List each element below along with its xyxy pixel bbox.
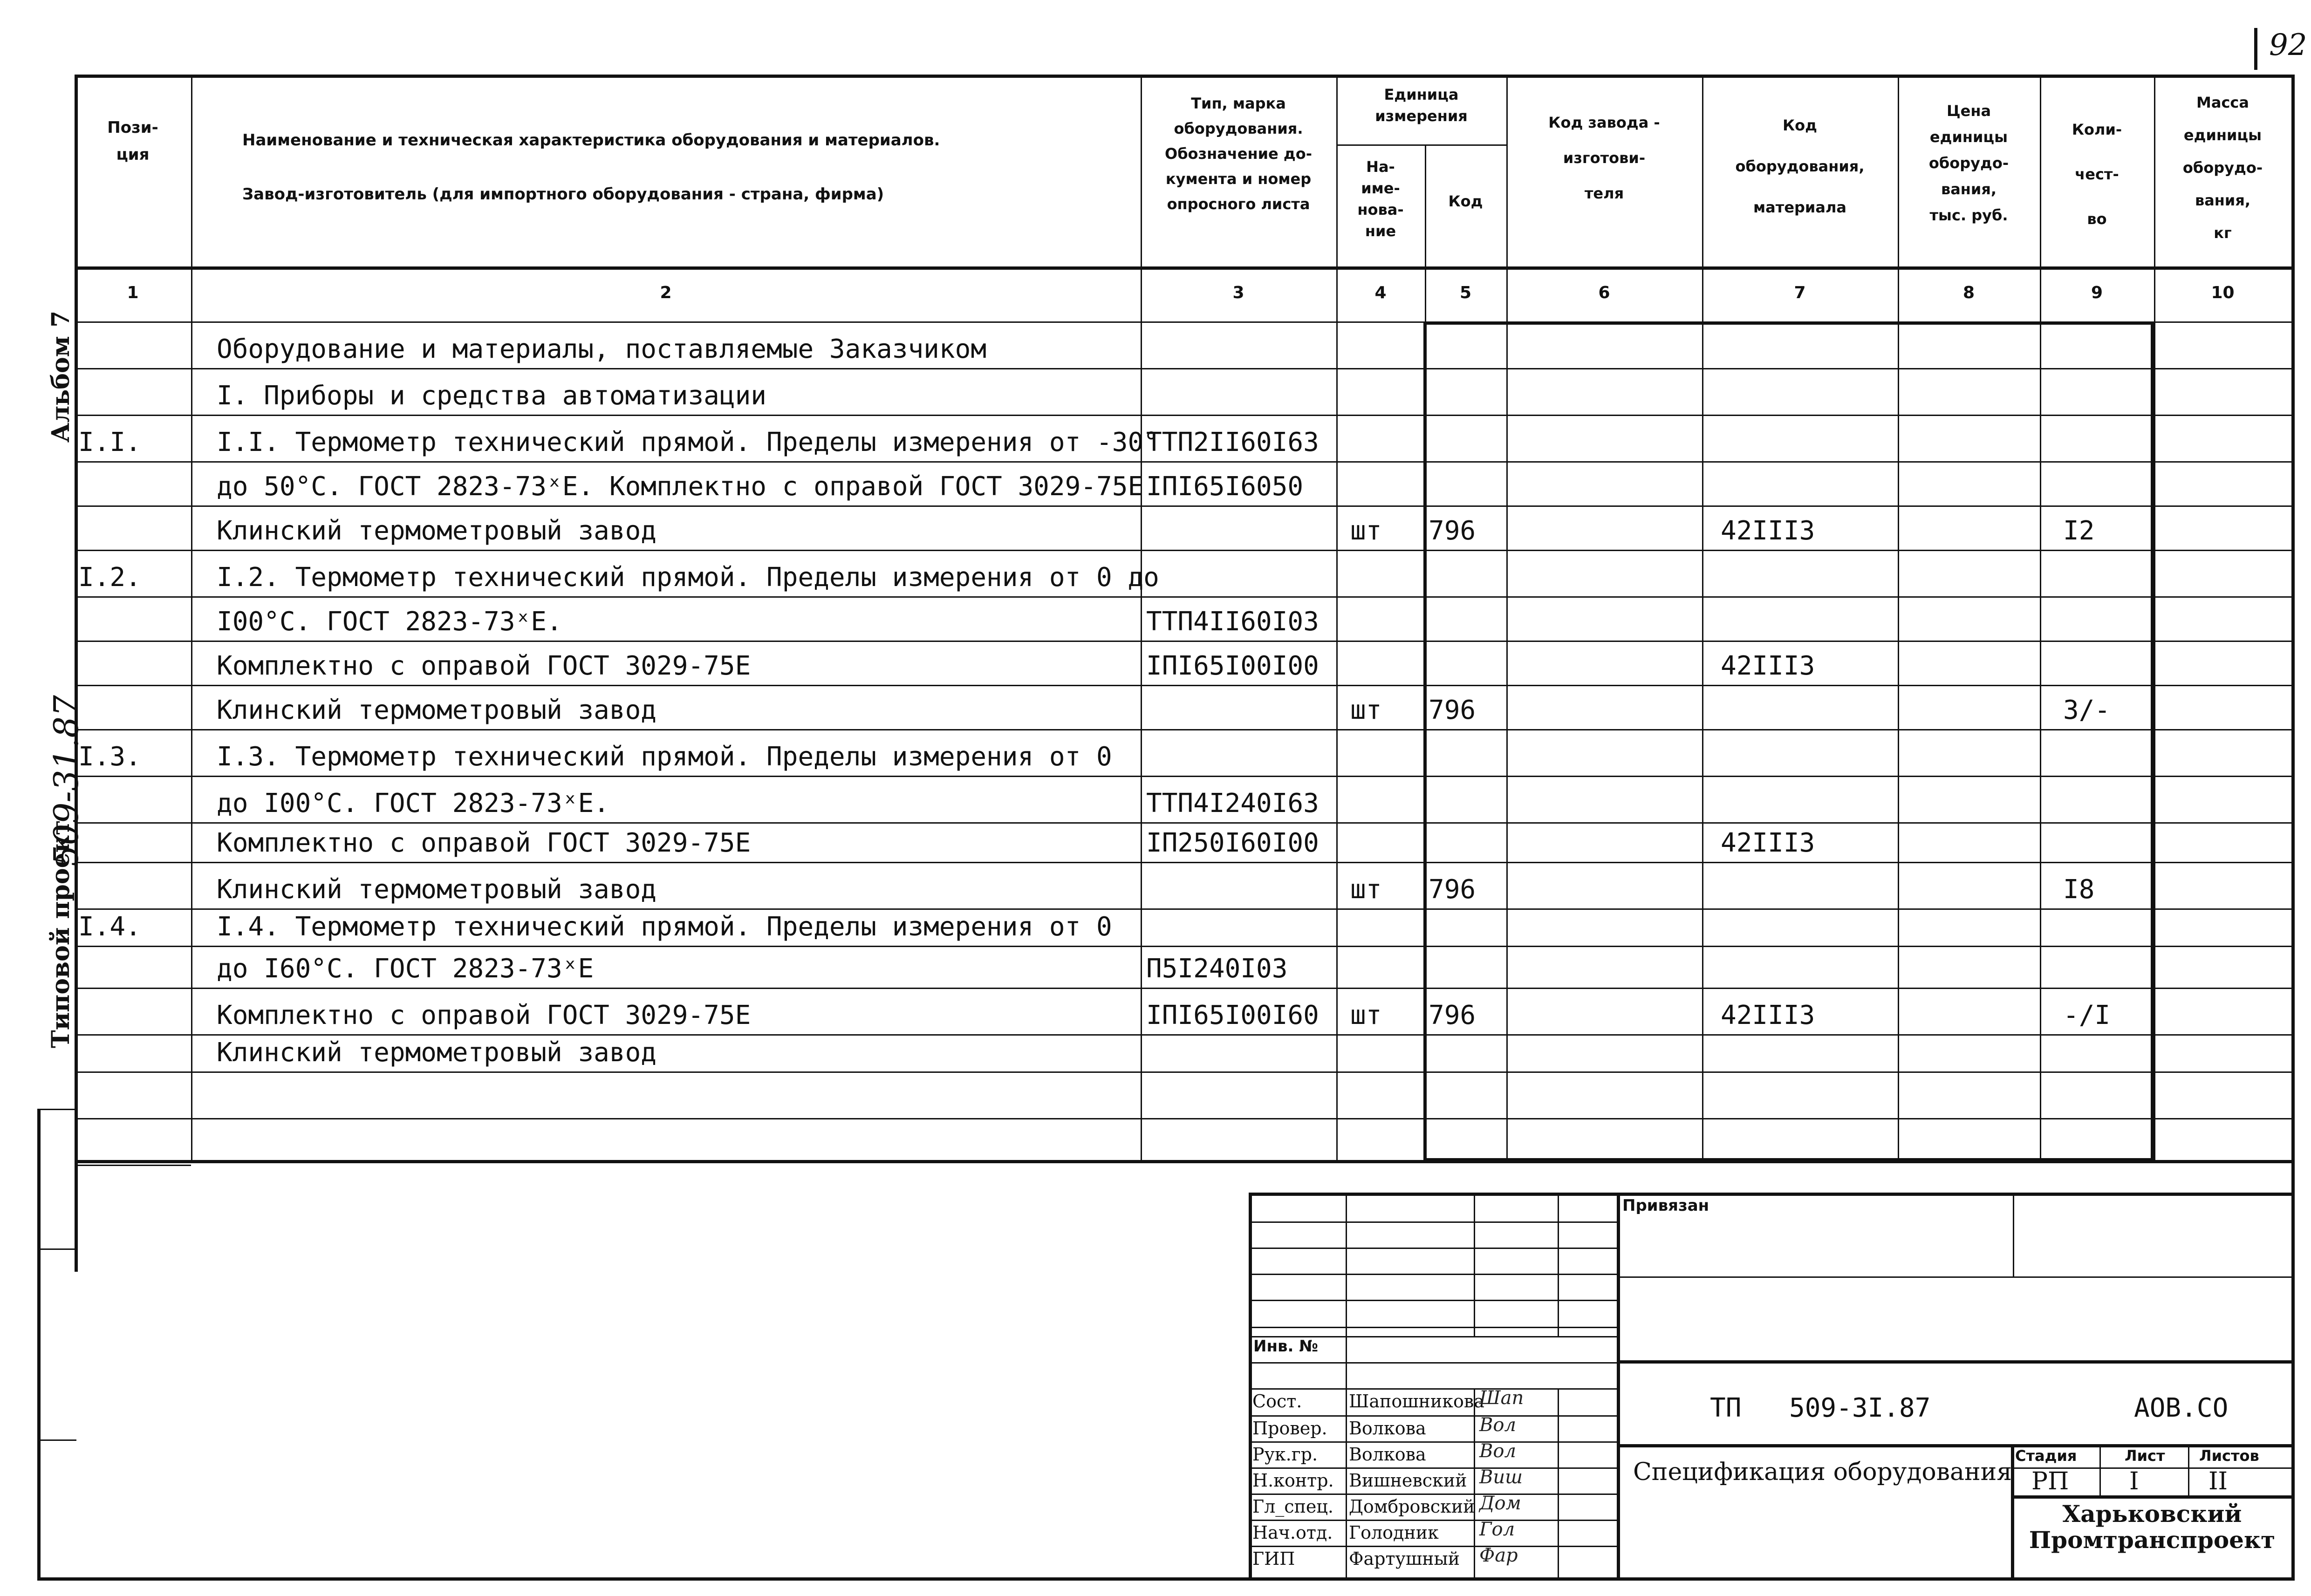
col7-header: Код оборудования, материала xyxy=(1735,116,1865,216)
margin-strip-left xyxy=(37,1109,41,1579)
sheets-label: Листов xyxy=(2199,1447,2259,1465)
signatory-name: Вишневский xyxy=(1349,1470,1467,1491)
stage-label: Стадия xyxy=(2015,1447,2077,1465)
signatory-name: Голодник xyxy=(1349,1522,1439,1543)
col-num-2: 2 xyxy=(660,283,672,302)
signature: Гол xyxy=(1479,1519,1515,1540)
col-num-7: 7 xyxy=(1794,283,1806,302)
column-line xyxy=(1506,75,1508,1160)
signatory-role: Провер. xyxy=(1252,1418,1327,1439)
col-num-10: 10 xyxy=(2211,283,2235,302)
signatory-role: Рук.гр. xyxy=(1252,1444,1318,1465)
cell-unit: шт xyxy=(1350,874,1382,905)
cell-code: 796 xyxy=(1429,874,1476,905)
cell-name: I.2. Термометр технический прямой. Пределы измерения от 0 до xyxy=(217,562,1159,593)
column-line xyxy=(191,75,192,1160)
doc-mark: АОВ.СО xyxy=(2134,1393,2229,1423)
cell-unit: шт xyxy=(1350,516,1382,546)
signature: Вол xyxy=(1479,1440,1516,1462)
frame-left xyxy=(75,75,78,1272)
col2-header: Наименование и техническая характеристика оборудования и материалов. Завод-изготовитель (для импортного оборудования - страна, фирма) xyxy=(242,131,940,204)
cell-equip: 42III3 xyxy=(1721,651,1815,681)
cell-name: до I60°С. ГОСТ 2823-73ˣЕ xyxy=(217,954,594,984)
signature: Виш xyxy=(1479,1466,1523,1488)
signatory-name: Шапошникова xyxy=(1349,1391,1484,1412)
signatory-role: Нач.отд. xyxy=(1252,1522,1333,1543)
cell-type: IПI65I00I60 xyxy=(1146,1000,1319,1030)
signatory-role: Сост. xyxy=(1252,1391,1302,1412)
cell-name: Клинский термометровый завод xyxy=(217,1037,657,1068)
cell-name: Клинский термометровый завод xyxy=(217,695,657,725)
cell-qty: I8 xyxy=(2063,874,2095,905)
project-number: 509-31.87 xyxy=(47,695,86,866)
cell-name: I.3. Термометр технический прямой. Пределы измерения от 0 xyxy=(217,742,1112,772)
cell-name: Комплектно с оправой ГОСТ 3029-75Е xyxy=(217,651,751,681)
cell-qty: I2 xyxy=(2063,516,2095,546)
cell-code: 796 xyxy=(1429,695,1476,725)
cell-equip: 42III3 xyxy=(1721,1000,1815,1030)
inv-label: Инв. № xyxy=(1253,1337,1319,1356)
cell-name: Комплектно с оправой ГОСТ 3029-75Е xyxy=(217,1000,751,1030)
cell-type: IПI65I00I00 xyxy=(1146,651,1319,681)
col-num-6: 6 xyxy=(1598,283,1610,302)
cell-code: 796 xyxy=(1429,1000,1476,1030)
col8-header: Цена единицы оборудо- вания, тыс. руб. xyxy=(1928,102,2009,224)
doc-title: Спецификация оборудования xyxy=(1633,1458,2012,1486)
cell-type: П5I240I03 xyxy=(1146,954,1288,984)
col4-header: На- име- нова- ние xyxy=(1357,158,1404,240)
signatory-role: Гл_спец. xyxy=(1252,1496,1333,1517)
title-block-top xyxy=(1249,1193,2293,1196)
cell-name: I00°С. ГОСТ 2823-73ˣЕ. xyxy=(217,607,562,637)
col-num-8: 8 xyxy=(1962,283,1975,302)
sheet-value: I xyxy=(2129,1467,2139,1495)
column-line xyxy=(1702,75,1703,1160)
column-line xyxy=(1141,75,1142,1160)
album-label: Альбом 7 xyxy=(47,310,75,443)
organization: Харьковский Промтранспроект xyxy=(2029,1500,2276,1554)
cell-name: Клинский термометровый завод xyxy=(217,874,657,905)
unit-group-header: Единица измерения xyxy=(1375,86,1468,125)
header-bottom xyxy=(75,266,2293,270)
cell-name: Оборудование и материалы, поставляемые Заказчиком xyxy=(217,334,987,364)
frame-bottom xyxy=(37,1577,2295,1581)
cell-name: I.4. Термометр технический прямой. Пределы измерения от 0 xyxy=(217,912,1112,942)
col6-header: Код завода - изготови- теля xyxy=(1548,114,1660,202)
cell-qty: 3/- xyxy=(2063,695,2111,725)
signature: Шап xyxy=(1479,1387,1524,1409)
page-number-divider xyxy=(2254,28,2257,70)
col9-header: Коли- чест- во xyxy=(2072,121,2122,228)
col-num-9: 9 xyxy=(2091,283,2103,302)
sheet-label: Лист xyxy=(2125,1447,2165,1465)
cell-name: I.I. Термометр технический прямой. Пределы измерения от -30° xyxy=(217,427,1159,457)
cell-name: I. Приборы и средства автоматизации xyxy=(217,381,767,411)
cell-equip: 42III3 xyxy=(1721,516,1815,546)
cell-name: до I00°С. ГОСТ 2823-73ˣЕ. xyxy=(217,788,609,818)
sheets-value: II xyxy=(2208,1467,2228,1495)
doc-code-prefix: ТП xyxy=(1710,1393,1742,1423)
col1-header: Пози- ция xyxy=(107,118,158,164)
cell-pos: I.2. xyxy=(78,562,141,593)
signature: Фар xyxy=(1479,1545,1518,1566)
col5-header: Код xyxy=(1448,192,1483,210)
cell-pos: I.I. xyxy=(78,427,141,457)
doc-code: 509-3I.87 xyxy=(1789,1393,1931,1423)
col10-header: Масса единицы оборудо- вания, кг xyxy=(2182,94,2263,242)
signatory-name: Фартушный xyxy=(1349,1548,1460,1569)
cell-code: 796 xyxy=(1429,516,1476,546)
cell-name: Комплектно с оправой ГОСТ 3029-75Е xyxy=(217,828,751,858)
signatory-name: Домбровский xyxy=(1349,1496,1475,1517)
frame-right xyxy=(2291,75,2295,1579)
cell-unit: шт xyxy=(1350,695,1382,725)
cell-type: ТТП2II60I63 xyxy=(1146,427,1319,457)
signatory-role: ГИП xyxy=(1252,1548,1295,1569)
col-num-4: 4 xyxy=(1374,283,1387,302)
col-num-1: 1 xyxy=(127,283,139,302)
column-line xyxy=(1898,75,1899,1160)
cell-type: IПI65I6050 xyxy=(1146,471,1304,502)
page-number: 92 xyxy=(2269,28,2307,62)
signatory-role: Н.контр. xyxy=(1252,1470,1334,1491)
col3-header: Тип, марка оборудования. Обозначение до- кумента и номер опросного листа xyxy=(1165,95,1312,213)
cell-qty: -/I xyxy=(2063,1000,2111,1030)
cell-unit: шт xyxy=(1350,1000,1382,1030)
cell-type: IП250I60I00 xyxy=(1146,828,1319,858)
cell-name: до 50°С. ГОСТ 2823-73ˣЕ. Комплектно с оправой ГОСТ 3029-75Е xyxy=(217,471,1144,502)
cell-pos: I.4. xyxy=(78,912,141,942)
attached-label: Привязан xyxy=(1622,1196,1709,1215)
cell-equip: 42III3 xyxy=(1721,828,1815,858)
cell-pos: I.3. xyxy=(78,742,141,772)
table-bottom xyxy=(75,1160,2293,1163)
signature: Вол xyxy=(1479,1414,1516,1436)
signature: Дом xyxy=(1479,1493,1521,1514)
project-label: Типовой проект xyxy=(47,820,75,1048)
col-num-3: 3 xyxy=(1232,283,1244,302)
stage-value: РП xyxy=(2031,1467,2069,1495)
col-num-5: 5 xyxy=(1459,283,1472,302)
cell-type: ТТП4I240I63 xyxy=(1146,788,1319,818)
cell-name: Клинский термометровый завод xyxy=(217,516,657,546)
signatory-name: Волкова xyxy=(1349,1418,1426,1439)
signatory-name: Волкова xyxy=(1349,1444,1426,1465)
frame-top xyxy=(75,75,2293,78)
cell-type: ТТП4II60I03 xyxy=(1146,607,1319,637)
